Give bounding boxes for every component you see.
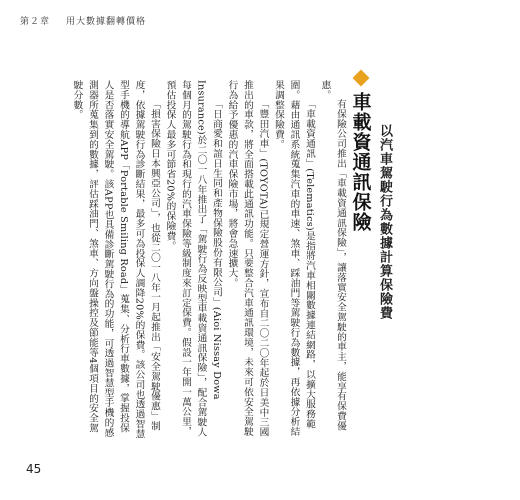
running-head-chapter: 第２章 — [20, 17, 51, 27]
diamond-bullet-icon — [353, 70, 370, 87]
section-title: 車載資通訊保險 — [349, 92, 372, 232]
paragraph: 「日商愛和誼日生同和產物保險股份有限公司」(Aioi Nissay Dowa Insurance)於二〇一八年推出了「駕駛行為反映型車載資通訊保險」，配合駕駛人每個月的駕駛行為和現行的汽車保險等級制度來訂定保費。假設一年開一萬公里，預估投保人最多可節省20%的保險費。 — [164, 80, 222, 437]
body-text — [16, 80, 348, 440]
paragraph: 有保險公司推出「車載資通訊保險」，讓落實安全駕駛的車主，能享有保費優惠。 — [319, 80, 346, 432]
running-head-title: 用大數據翻轉價格 — [66, 17, 147, 27]
paragraph: 「車載資通訊」(Telematics)是指將汽車相關數據連結網路，以擴大服務範圍。藉由通訊系統蒐集汽車的車速、煞車、踩油門等駕駛行為數據，再依據分析結果調整保險費。 — [273, 80, 315, 437]
section-subtitle: 以汽車駕駛行為數據計算保險費 — [377, 124, 392, 320]
running-head — [20, 14, 146, 27]
paragraph: 「豐田汽車」(TOYOTA)已規定營運方針，宣布自二〇二〇年起於日美中三國推出的車款，將全面搭載此通訊功能。只要整合汽車通訊環境，未來可依安全駕駛行為給予優惠的汽車保險市場，將會急速擴大。 — [226, 80, 269, 438]
section-heading — [348, 68, 374, 308]
page-number: 45 — [26, 462, 42, 476]
paragraph: 「損害保險日本興亞公司」，也從二〇一八年一月起推出「安全駕駛優惠」制度，依據駕駛行為診斷結果，最多可為投保人調降20%的保費。該公司也透過智慧型手機的導航APP「Portable Smiling Road」蒐集、分析行車數據，掌握投保人是否落實安全駕駛。該APP也具備診斷駕駛行為的功能，可透過智慧型手機的感測器所蒐集到的數據，評估踩油門、煞車、方向盤操控及節能等4個項目的安全駕駛分數。 — [71, 80, 160, 439]
